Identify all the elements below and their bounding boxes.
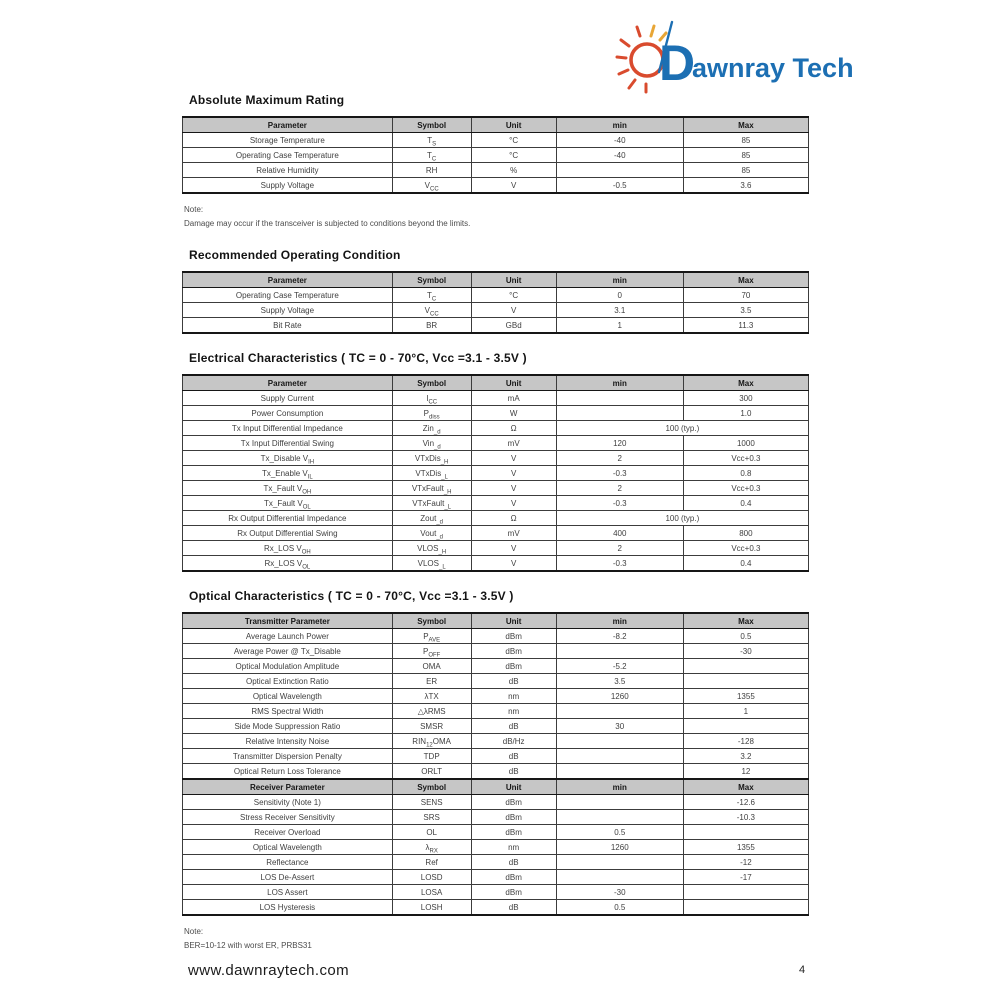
cell: 85 bbox=[683, 163, 808, 178]
column-header: Symbol bbox=[392, 779, 471, 795]
cell: Supply Voltage bbox=[183, 303, 393, 318]
column-header: min bbox=[556, 375, 683, 391]
cell bbox=[683, 825, 808, 840]
table-row bbox=[183, 496, 809, 511]
cell: Supply Current bbox=[183, 391, 393, 406]
table-row bbox=[183, 674, 809, 689]
column-header: min bbox=[556, 272, 683, 288]
cell: Storage Temperature bbox=[183, 133, 393, 148]
table-row bbox=[183, 840, 809, 855]
cell: V bbox=[471, 556, 556, 572]
cell: -12 bbox=[683, 855, 808, 870]
cell: Side Mode Suppression Ratio bbox=[183, 719, 393, 734]
column-header: min bbox=[556, 613, 683, 629]
section-optical-characteristics bbox=[182, 589, 809, 953]
cell: Optical Return Loss Tolerance bbox=[183, 764, 393, 780]
table-row bbox=[183, 556, 809, 572]
cell bbox=[683, 719, 808, 734]
cell: 30 bbox=[556, 719, 683, 734]
cell: 1355 bbox=[683, 689, 808, 704]
section-title: Recommended Operating Condition bbox=[189, 248, 401, 262]
table-row bbox=[183, 466, 809, 481]
cell-merged-typ: 100 (typ.) bbox=[556, 511, 808, 526]
cell: 3.5 bbox=[556, 674, 683, 689]
cell: mA bbox=[471, 391, 556, 406]
cell: SRS bbox=[392, 810, 471, 825]
cell: V bbox=[471, 466, 556, 481]
cell: ORLT bbox=[392, 764, 471, 780]
section-absolute-maximum-rating bbox=[182, 93, 809, 231]
cell: -8.2 bbox=[556, 629, 683, 644]
cell: 800 bbox=[683, 526, 808, 541]
cell: $T_S$ bbox=[392, 133, 471, 148]
cell: Power Consumption bbox=[183, 406, 393, 421]
column-header: Max bbox=[683, 375, 808, 391]
header-row bbox=[183, 117, 809, 133]
cell-merged-typ: 100 (typ.) bbox=[556, 421, 808, 436]
column-header: Max bbox=[683, 272, 808, 288]
cell: Rx_LOS $V_{OL}$ bbox=[183, 556, 393, 572]
cell: Ω bbox=[471, 511, 556, 526]
cell bbox=[556, 406, 683, 421]
table-row bbox=[183, 526, 809, 541]
cell: -0.3 bbox=[556, 556, 683, 572]
cell: OL bbox=[392, 825, 471, 840]
cell: 85 bbox=[683, 148, 808, 163]
header-row bbox=[183, 779, 809, 795]
cell: 400 bbox=[556, 526, 683, 541]
cell bbox=[556, 810, 683, 825]
cell: VTxFault$_{\_H}$ bbox=[392, 481, 471, 496]
cell: $P_{OFF}$ bbox=[392, 644, 471, 659]
cell: $I_{CC}$ bbox=[392, 391, 471, 406]
table-row bbox=[183, 629, 809, 644]
cell: Vcc+0.3 bbox=[683, 481, 808, 496]
cell bbox=[556, 749, 683, 764]
cell: LOS Assert bbox=[183, 885, 393, 900]
cell: Average Launch Power bbox=[183, 629, 393, 644]
column-header: Max bbox=[683, 613, 808, 629]
cell: dB bbox=[471, 749, 556, 764]
table-row bbox=[183, 481, 809, 496]
cell: VTxFault$_{\_L}$ bbox=[392, 496, 471, 511]
cell: LOS De-Assert bbox=[183, 870, 393, 885]
cell: Relative Intensity Noise bbox=[183, 734, 393, 749]
cell: 1 bbox=[683, 704, 808, 719]
cell: 300 bbox=[683, 391, 808, 406]
cell: mV bbox=[471, 526, 556, 541]
cell: dBm bbox=[471, 629, 556, 644]
cell: Rx Output Differential Impedance bbox=[183, 511, 393, 526]
cell: 2 bbox=[556, 451, 683, 466]
column-header: Symbol bbox=[392, 117, 471, 133]
note-line: Note: bbox=[184, 927, 204, 936]
cell: VTxDis$_{\_L}$ bbox=[392, 466, 471, 481]
cell: 3.5 bbox=[683, 303, 808, 318]
cell: GBd bbox=[471, 318, 556, 334]
cell: dBm bbox=[471, 644, 556, 659]
cell: $VLOS_{\_L}$ bbox=[392, 556, 471, 572]
table-row bbox=[183, 303, 809, 318]
cell: OMA bbox=[392, 659, 471, 674]
cell: $T_C$ bbox=[392, 148, 471, 163]
cell: 120 bbox=[556, 436, 683, 451]
table-row bbox=[183, 541, 809, 556]
table-row bbox=[183, 659, 809, 674]
table-row bbox=[183, 406, 809, 421]
cell: 85 bbox=[683, 133, 808, 148]
column-header: Unit bbox=[471, 117, 556, 133]
cell: BR bbox=[392, 318, 471, 334]
section-title: Electrical Characteristics ( TC = 0 - 70°C, Vcc =3.1 - 3.5V ) bbox=[189, 351, 527, 365]
section-title: Absolute Maximum Rating bbox=[189, 93, 345, 107]
cell: Rx_LOS $V_{OH}$ bbox=[183, 541, 393, 556]
cell: % bbox=[471, 163, 556, 178]
cell: Tx_Enable $V_{IL}$ bbox=[183, 466, 393, 481]
table-row bbox=[183, 451, 809, 466]
column-header: min bbox=[556, 117, 683, 133]
column-header: Unit bbox=[471, 779, 556, 795]
cell: 1.0 bbox=[683, 406, 808, 421]
cell bbox=[556, 391, 683, 406]
column-header: Max bbox=[683, 779, 808, 795]
column-header: Symbol bbox=[392, 613, 471, 629]
cell bbox=[556, 855, 683, 870]
section-electrical-characteristics bbox=[182, 351, 809, 572]
cell: dB bbox=[471, 855, 556, 870]
column-header: Parameter bbox=[183, 117, 393, 133]
column-header: Symbol bbox=[392, 272, 471, 288]
cell: nm bbox=[471, 840, 556, 855]
cell: Relative Humidity bbox=[183, 163, 393, 178]
column-header: Max bbox=[683, 117, 808, 133]
note-line: Damage may occur if the transceiver is subjected to conditions beyond the limits. bbox=[184, 219, 471, 228]
cell: SENS bbox=[392, 795, 471, 810]
cell: $T_C$ bbox=[392, 288, 471, 303]
cell bbox=[556, 870, 683, 885]
table-row bbox=[183, 421, 809, 436]
cell: nm bbox=[471, 689, 556, 704]
cell: Ref bbox=[392, 855, 471, 870]
cell: Transmitter Dispersion Penalty bbox=[183, 749, 393, 764]
cell: $P_{AVE}$ bbox=[392, 629, 471, 644]
sections bbox=[182, 93, 809, 953]
cell: V bbox=[471, 481, 556, 496]
table-row bbox=[183, 870, 809, 885]
cell: 1260 bbox=[556, 840, 683, 855]
cell: 1000 bbox=[683, 436, 808, 451]
cell bbox=[556, 764, 683, 780]
table-row bbox=[183, 734, 809, 749]
table-row bbox=[183, 795, 809, 810]
cell: 0 bbox=[556, 288, 683, 303]
cell: Bit Rate bbox=[183, 318, 393, 334]
cell: Tx Input Differential Impedance bbox=[183, 421, 393, 436]
cell: 70 bbox=[683, 288, 808, 303]
cell: V bbox=[471, 541, 556, 556]
cell: -0.3 bbox=[556, 466, 683, 481]
cell: 2 bbox=[556, 481, 683, 496]
note-line: Note: bbox=[184, 205, 204, 214]
cell: dBm bbox=[471, 825, 556, 840]
cell: Tx_Disable $V_{IH}$ bbox=[183, 451, 393, 466]
column-header: min bbox=[556, 779, 683, 795]
cell: Operating Case Temperature bbox=[183, 148, 393, 163]
cell bbox=[556, 795, 683, 810]
cell: °C bbox=[471, 148, 556, 163]
cell: V bbox=[471, 178, 556, 194]
cell: Reflectance bbox=[183, 855, 393, 870]
header-row bbox=[183, 613, 809, 629]
column-header: Parameter bbox=[183, 375, 393, 391]
cell: $\lambda_{RX}$ bbox=[392, 840, 471, 855]
cell: V bbox=[471, 451, 556, 466]
cell: mV bbox=[471, 436, 556, 451]
cell: Vin$_{\_d}$ bbox=[392, 436, 471, 451]
table-row bbox=[183, 855, 809, 870]
brand-name: awnray Tech bbox=[692, 53, 854, 83]
column-header: Transmitter Parameter bbox=[183, 613, 393, 629]
dawnray-sun-logo-icon bbox=[615, 10, 855, 96]
cell: dBm bbox=[471, 810, 556, 825]
cell: -17 bbox=[683, 870, 808, 885]
table-optical-characteristics bbox=[182, 612, 809, 916]
cell: Average Power @ Tx_Disable bbox=[183, 644, 393, 659]
footer-website: www.dawnraytech.com bbox=[188, 962, 349, 979]
cell: Ω bbox=[471, 421, 556, 436]
cell: °C bbox=[471, 133, 556, 148]
table-row bbox=[183, 749, 809, 764]
header-row bbox=[183, 375, 809, 391]
cell: 0.4 bbox=[683, 556, 808, 572]
cell: 3.2 bbox=[683, 749, 808, 764]
section-recommended-operating-condition bbox=[182, 248, 809, 334]
column-header: Parameter bbox=[183, 272, 393, 288]
table-row bbox=[183, 689, 809, 704]
cell: -30 bbox=[556, 885, 683, 900]
table-row bbox=[183, 163, 809, 178]
cell: $V_{CC}$ bbox=[392, 303, 471, 318]
table-row bbox=[183, 764, 809, 780]
table-row bbox=[183, 810, 809, 825]
cell: Operating Case Temperature bbox=[183, 288, 393, 303]
cell: dBm bbox=[471, 885, 556, 900]
cell: dB bbox=[471, 719, 556, 734]
cell: -0.3 bbox=[556, 496, 683, 511]
table-row bbox=[183, 704, 809, 719]
cell: SMSR bbox=[392, 719, 471, 734]
cell: λTX bbox=[392, 689, 471, 704]
cell: Optical Wavelength bbox=[183, 689, 393, 704]
cell bbox=[683, 659, 808, 674]
column-header: Unit bbox=[471, 613, 556, 629]
column-header: Symbol bbox=[392, 375, 471, 391]
table-row bbox=[183, 178, 809, 194]
cell: $VLOS_{\_H}$ bbox=[392, 541, 471, 556]
cell bbox=[556, 734, 683, 749]
content bbox=[182, 93, 809, 953]
cell: -12.6 bbox=[683, 795, 808, 810]
cell: $P_{diss}$ bbox=[392, 406, 471, 421]
cell: 11.3 bbox=[683, 318, 808, 334]
logo bbox=[615, 10, 855, 96]
table-row bbox=[183, 318, 809, 334]
table-row bbox=[183, 825, 809, 840]
cell: Stress Receiver Sensitivity bbox=[183, 810, 393, 825]
cell: Rx Output Differential Swing bbox=[183, 526, 393, 541]
column-header: Unit bbox=[471, 375, 556, 391]
cell: dB/Hz bbox=[471, 734, 556, 749]
cell: 0.5 bbox=[556, 900, 683, 916]
cell: Tx_Fault $V_{OH}$ bbox=[183, 481, 393, 496]
cell: Optical Wavelength bbox=[183, 840, 393, 855]
cell: dBm bbox=[471, 659, 556, 674]
note-line: BER=10-12 with worst ER, PRBS31 bbox=[184, 941, 312, 950]
cell: 1355 bbox=[683, 840, 808, 855]
cell: VTxDis$_{\_H}$ bbox=[392, 451, 471, 466]
cell: -30 bbox=[683, 644, 808, 659]
cell: LOSD bbox=[392, 870, 471, 885]
table-row bbox=[183, 436, 809, 451]
cell: 1 bbox=[556, 318, 683, 334]
cell: 0.5 bbox=[556, 825, 683, 840]
cell: 0.8 bbox=[683, 466, 808, 481]
column-header: Unit bbox=[471, 272, 556, 288]
cell: °C bbox=[471, 288, 556, 303]
cell: Optical Extinction Ratio bbox=[183, 674, 393, 689]
table-row bbox=[183, 288, 809, 303]
cell: -128 bbox=[683, 734, 808, 749]
cell: LOSA bbox=[392, 885, 471, 900]
cell: -0.5 bbox=[556, 178, 683, 194]
cell: -40 bbox=[556, 148, 683, 163]
cell: TDP bbox=[392, 749, 471, 764]
cell: Supply Voltage bbox=[183, 178, 393, 194]
table-row bbox=[183, 391, 809, 406]
cell: Tx Input Differential Swing bbox=[183, 436, 393, 451]
cell: 3.1 bbox=[556, 303, 683, 318]
cell: 0.4 bbox=[683, 496, 808, 511]
cell: LOS Hysteresis bbox=[183, 900, 393, 916]
cell: dB bbox=[471, 900, 556, 916]
table-row bbox=[183, 148, 809, 163]
brand-initial: D bbox=[659, 35, 696, 91]
cell: dB bbox=[471, 764, 556, 780]
cell: 2 bbox=[556, 541, 683, 556]
cell bbox=[683, 900, 808, 916]
page-number: 4 bbox=[799, 964, 806, 976]
cell: Zin$_{\_d}$ bbox=[392, 421, 471, 436]
table-row bbox=[183, 719, 809, 734]
cell bbox=[683, 674, 808, 689]
cell: Zout$_{\_d}$ bbox=[392, 511, 471, 526]
table-row bbox=[183, 133, 809, 148]
cell: 3.6 bbox=[683, 178, 808, 194]
cell: V bbox=[471, 303, 556, 318]
cell: Vout$_{\_d}$ bbox=[392, 526, 471, 541]
cell: -5.2 bbox=[556, 659, 683, 674]
cell: nm bbox=[471, 704, 556, 719]
cell: 12 bbox=[683, 764, 808, 780]
cell: $V_{CC}$ bbox=[392, 178, 471, 194]
table-row bbox=[183, 644, 809, 659]
cell: W bbox=[471, 406, 556, 421]
cell: -10.3 bbox=[683, 810, 808, 825]
cell bbox=[556, 163, 683, 178]
cell: △λRMS bbox=[392, 704, 471, 719]
table-row bbox=[183, 900, 809, 916]
cell: Vcc+0.3 bbox=[683, 541, 808, 556]
cell: RMS Spectral Width bbox=[183, 704, 393, 719]
table-electrical-characteristics bbox=[182, 374, 809, 572]
cell: Optical Modulation Amplitude bbox=[183, 659, 393, 674]
cell bbox=[556, 704, 683, 719]
cell bbox=[683, 885, 808, 900]
cell: dBm bbox=[471, 795, 556, 810]
cell: 1260 bbox=[556, 689, 683, 704]
table-row bbox=[183, 511, 809, 526]
table-recommended-operating-condition bbox=[182, 271, 809, 334]
cell: dBm bbox=[471, 870, 556, 885]
table-absolute-maximum-rating bbox=[182, 116, 809, 194]
cell: ER bbox=[392, 674, 471, 689]
cell: dB bbox=[471, 674, 556, 689]
cell: LOSH bbox=[392, 900, 471, 916]
cell: V bbox=[471, 496, 556, 511]
header-row bbox=[183, 272, 809, 288]
cell: RH bbox=[392, 163, 471, 178]
column-header: Receiver Parameter bbox=[183, 779, 393, 795]
cell: $RIN_{12}OMA$ bbox=[392, 734, 471, 749]
cell: 0.5 bbox=[683, 629, 808, 644]
cell: Sensitivity (Note 1) bbox=[183, 795, 393, 810]
section-title: Optical Characteristics ( TC = 0 - 70°C, Vcc =3.1 - 3.5V ) bbox=[189, 589, 514, 603]
cell: -40 bbox=[556, 133, 683, 148]
cell: Receiver Overload bbox=[183, 825, 393, 840]
cell: Vcc+0.3 bbox=[683, 451, 808, 466]
cell: Tx_Fault $V_{OL}$ bbox=[183, 496, 393, 511]
cell bbox=[556, 644, 683, 659]
table-row bbox=[183, 885, 809, 900]
